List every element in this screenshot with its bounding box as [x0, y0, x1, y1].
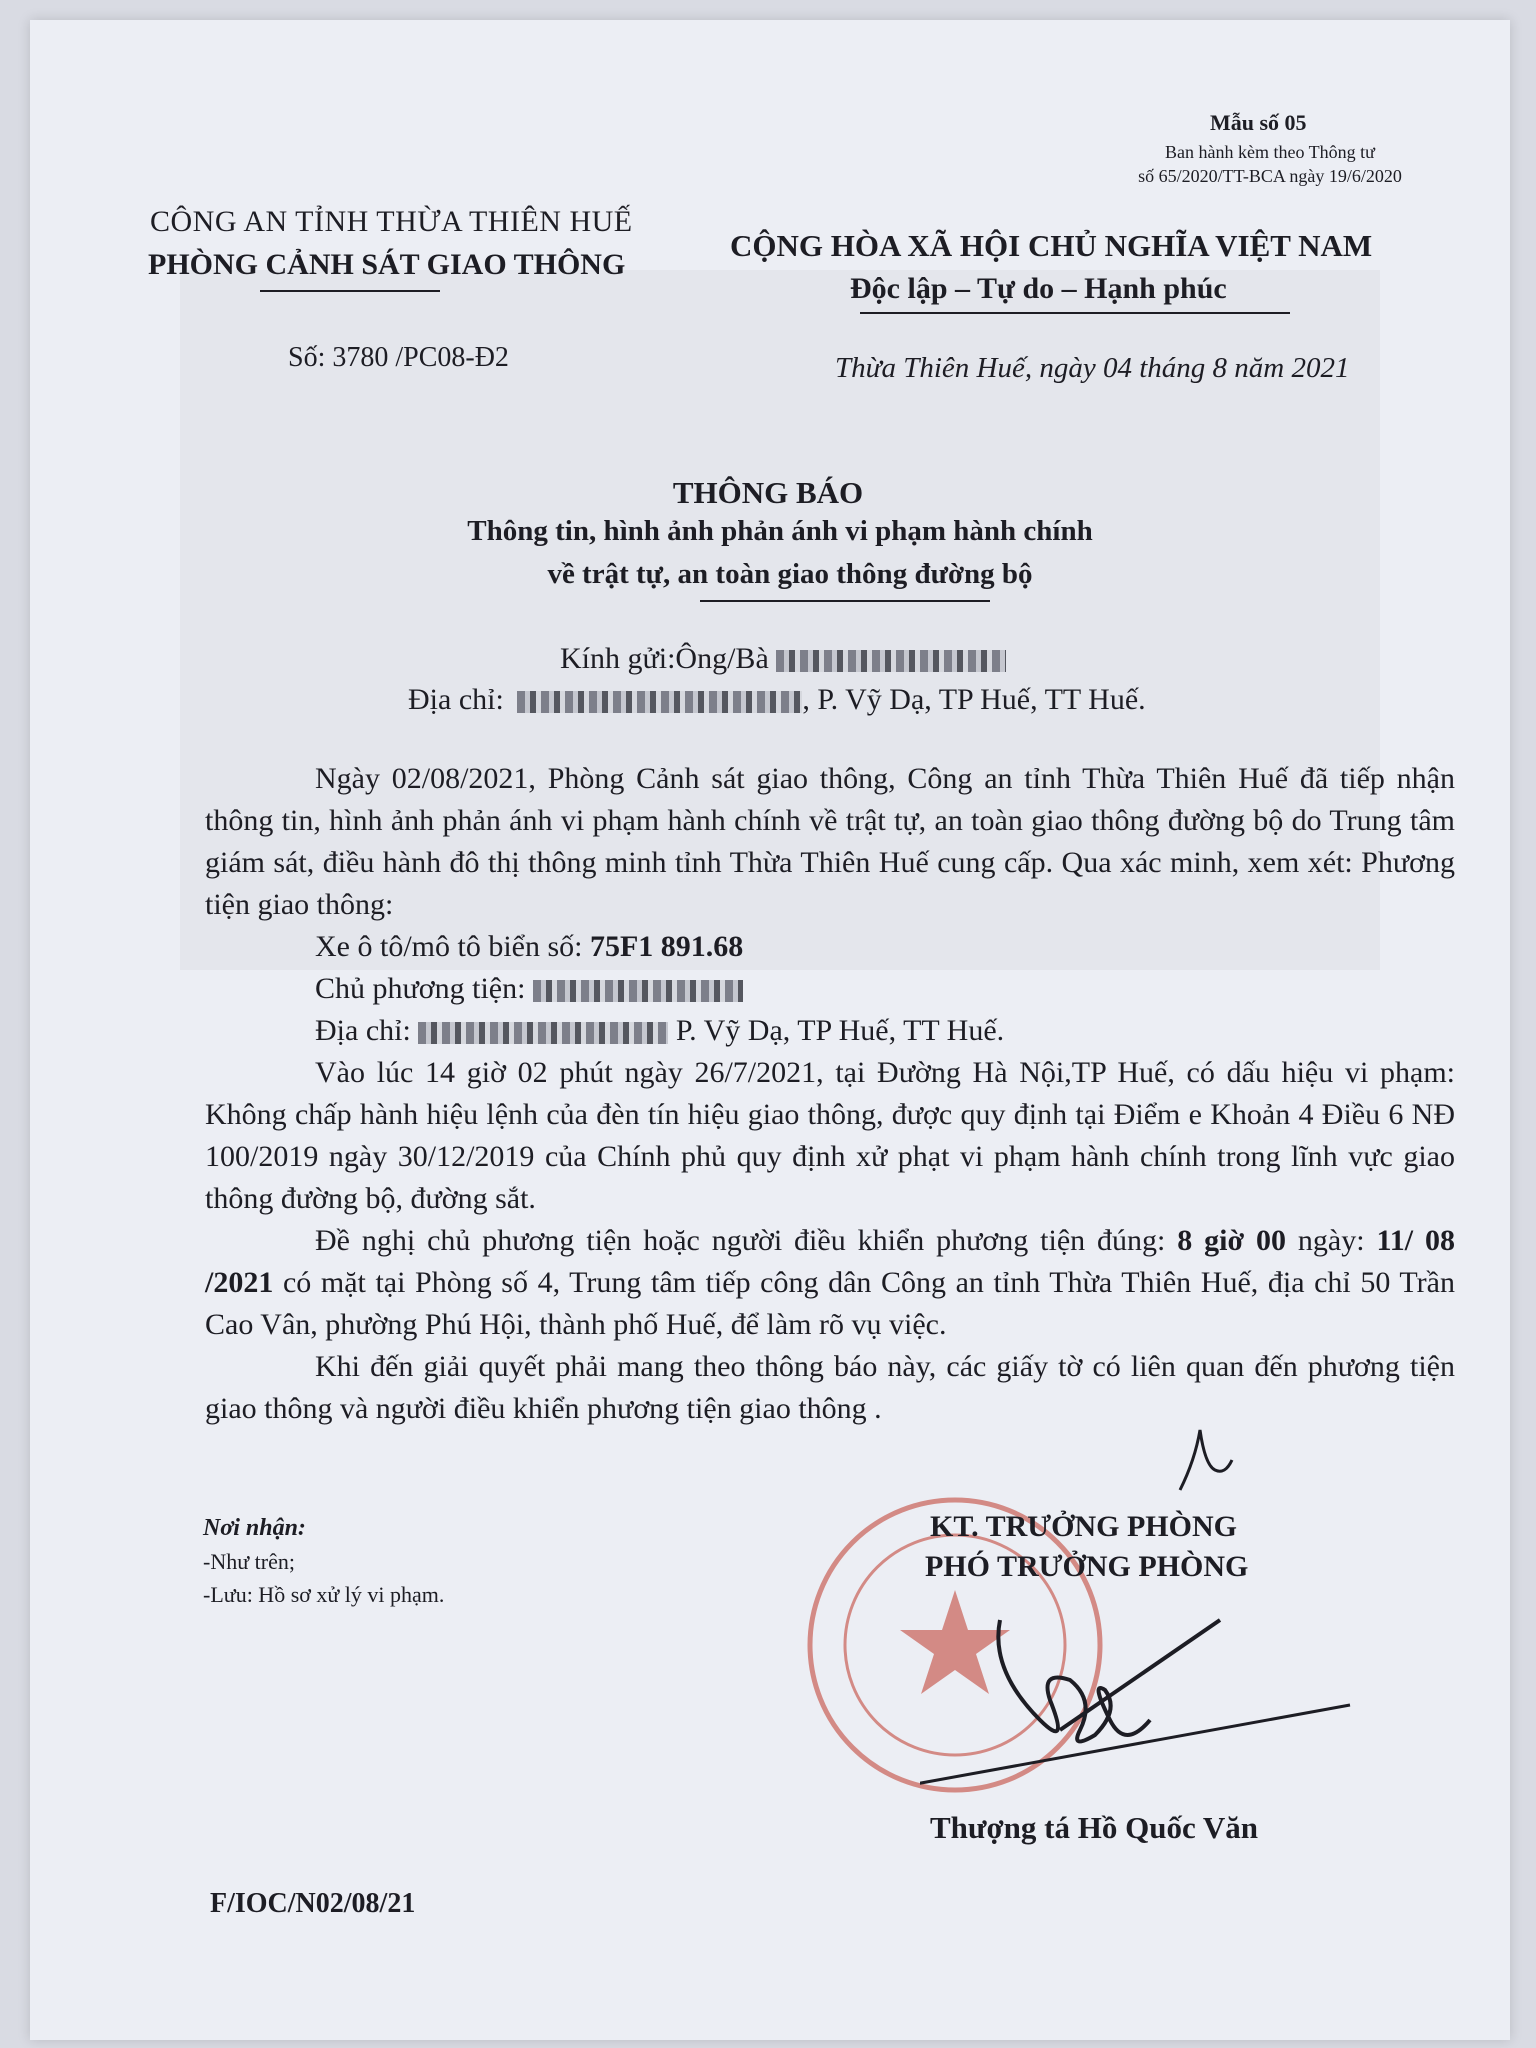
- issued-line-1: Ban hành kèm theo Thông tư: [1165, 142, 1375, 162]
- redacted-owner-address: [418, 1022, 668, 1044]
- owner-address-tail: P. Vỹ Dạ, TP Huế, TT Huế.: [668, 1014, 1005, 1047]
- owner-line: [205, 968, 1455, 1010]
- paragraph-receipt: Ngày 02/08/2021, Phòng Cảnh sát giao thông, Công an tỉnh Thừa Thiên Huế đã tiếp nhận thông tin, hình ảnh phản ánh vi phạm hành chính về trật tự, an toàn giao thông đường bộ do Trung tâm giám sát, điều hành đô thị thông minh tỉnh Thừa Thiên Huế cung cấp. Qua xác minh, xem xét: Phương tiện giao thông:: [205, 762, 1455, 921]
- paragraph-violation: Vào lúc 14 giờ 02 phút ngày 26/7/2021, tại Đường Hà Nội,TP Huế, có dấu hiệu vi phạm: Không chấp hành hiệu lệnh của đèn tín hiệu giao thông, được quy định tại Điểm e Khoản 4 Điều 6 NĐ 100/2019 ngày 30/12/2019 của Chính phủ quy định xử phạt vi phạm hành chính trong lĩnh vực giao thông đường bộ, đường sắt.: [205, 1056, 1455, 1215]
- notice-body: [205, 758, 1455, 1430]
- receiver-item: -Lưu: Hồ sơ xử lý vi phạm.: [203, 1582, 445, 1607]
- nation-title: CỘNG HÒA XÃ HỘI CHỦ NGHĨA VIỆT NAM: [730, 228, 1373, 263]
- owner-label: Chủ phương tiện:: [315, 972, 526, 1005]
- place-date: Thừa Thiên Huế, ngày 04 tháng 8 năm 2021: [835, 352, 1350, 384]
- org-name: CÔNG AN TỈNH THỪA THIÊN HUẾ: [150, 205, 633, 238]
- motto-underline: [860, 312, 1290, 314]
- issued-note: [1090, 140, 1450, 188]
- summons-text-a: Đề nghị chủ phương tiện hoặc người điều khiển phương tiện đúng:: [315, 1224, 1178, 1257]
- recipient-label: Kính gửi:Ông/Bà: [560, 642, 769, 675]
- document-subtitle-1: Thông tin, hình ảnh phản ánh vi phạm hành chính: [467, 515, 1093, 547]
- plate-line: [205, 926, 1455, 968]
- redacted-owner: [533, 980, 743, 1002]
- org-underline: [260, 290, 440, 292]
- signature-title-2: PHÓ TRƯỞNG PHÒNG: [925, 1550, 1249, 1583]
- receivers-title: Nơi nhận:: [203, 1515, 306, 1541]
- subtitle-underline: [700, 600, 990, 602]
- plate-value: 75F1 891.68: [589, 930, 744, 963]
- recipient-address: [408, 683, 1146, 717]
- owner-address-label: Địa chỉ:: [315, 1014, 411, 1047]
- recipient-line: [560, 642, 1006, 676]
- redacted-address: [517, 691, 802, 713]
- plate-label: Xe ô tô/mô tô biển số:: [315, 930, 590, 963]
- paragraph-requirements: Khi đến giải quyết phải mang theo thông báo này, các giấy tờ có liên quan đến phương tiện giao thông và người điều khiển phương tiện giao thông .: [205, 1350, 1455, 1425]
- reference-code: F/IOC/N02/08/21: [210, 1888, 416, 1919]
- receivers-block: [203, 1512, 444, 1611]
- handwritten-signature: [920, 1610, 1360, 1790]
- form-number: Mẫu số 05: [1210, 110, 1307, 135]
- summons-time: 8 giờ 00: [1177, 1224, 1286, 1257]
- document-subtitle-2: về trật tự, an toàn giao thông đường bộ: [547, 558, 1033, 590]
- receiver-item: -Như trên;: [203, 1549, 295, 1574]
- org-department: PHÒNG CẢNH SÁT GIAO THÔNG: [148, 248, 626, 281]
- address-label: Địa chỉ:: [408, 683, 504, 716]
- paragraph-summons: [205, 1220, 1455, 1346]
- document-number: Số: 3780 /PC08-Đ2: [288, 342, 509, 373]
- nation-motto: Độc lập – Tự do – Hạnh phúc: [850, 272, 1227, 305]
- initial-mark: [1170, 1420, 1240, 1500]
- signature-title-1: KT. TRƯỞNG PHÒNG: [930, 1510, 1237, 1543]
- document-title: THÔNG BÁO: [672, 475, 864, 510]
- address-tail: , P. Vỹ Dạ, TP Huế, TT Huế.: [802, 683, 1146, 716]
- summons-date: 11/ 08 /2021: [205, 1224, 1456, 1299]
- issued-line-2: số 65/2020/TT-BCA ngày 19/6/2020: [1138, 166, 1402, 186]
- summons-text-b: ngày:: [1286, 1224, 1377, 1257]
- owner-address-line: [205, 1010, 1455, 1052]
- redacted-name: [776, 650, 1006, 672]
- summons-text-c: có mặt tại Phòng số 4, Trung tâm tiếp công dân Công an tỉnh Thừa Thiên Huế, địa chỉ 50 Trần Cao Vân, phường Phú Hội, thành phố Huế, để làm rõ vụ việc.: [205, 1266, 1455, 1341]
- signer-name: Thượng tá Hồ Quốc Văn: [930, 1810, 1259, 1845]
